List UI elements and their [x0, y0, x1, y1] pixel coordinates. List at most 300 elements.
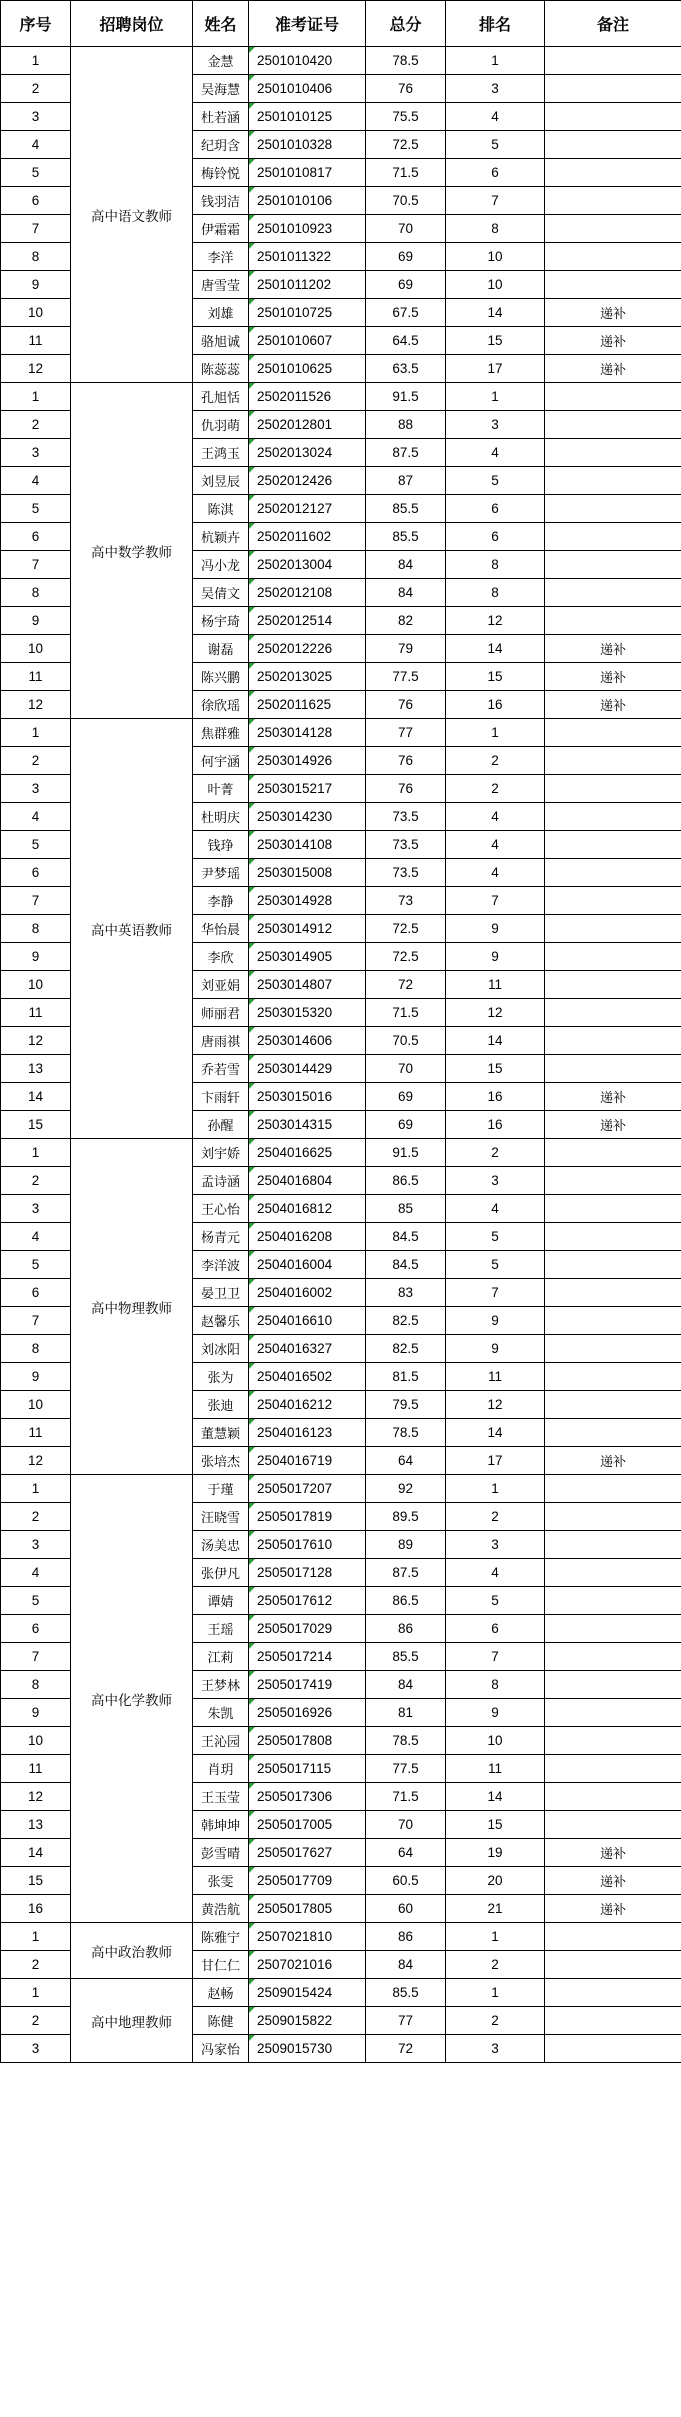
- total-score: 87.5: [366, 439, 446, 467]
- rank: 9: [446, 1699, 545, 1727]
- total-score: 79: [366, 635, 446, 663]
- total-score: 84: [366, 1671, 446, 1699]
- exam-id: 2505017029: [249, 1615, 366, 1643]
- rank: 2: [446, 1951, 545, 1979]
- row-index: 2: [1, 2007, 71, 2035]
- total-score: 78.5: [366, 1727, 446, 1755]
- row-index: 2: [1, 1167, 71, 1195]
- rank: 15: [446, 663, 545, 691]
- rank: 7: [446, 887, 545, 915]
- candidate-name: 张雯: [193, 1867, 249, 1895]
- rank: 6: [446, 523, 545, 551]
- rank: 17: [446, 355, 545, 383]
- remark: [545, 859, 681, 887]
- remark: [545, 2035, 681, 2063]
- row-index: 4: [1, 467, 71, 495]
- total-score: 85.5: [366, 1643, 446, 1671]
- remark: [545, 887, 681, 915]
- row-index: 5: [1, 1587, 71, 1615]
- row-index: 7: [1, 887, 71, 915]
- total-score: 76: [366, 75, 446, 103]
- total-score: 77.5: [366, 1755, 446, 1783]
- exam-id: 2504016123: [249, 1419, 366, 1447]
- remark: [545, 75, 681, 103]
- rank: 3: [446, 411, 545, 439]
- exam-id: 2504016804: [249, 1167, 366, 1195]
- candidate-name: 董慧颖: [193, 1419, 249, 1447]
- candidate-name: 骆旭诚: [193, 327, 249, 355]
- remark: [545, 1279, 681, 1307]
- candidate-name: 刘亚娟: [193, 971, 249, 999]
- candidate-name: 焦群雅: [193, 719, 249, 747]
- candidate-name: 韩坤坤: [193, 1811, 249, 1839]
- exam-id: 2503014128: [249, 719, 366, 747]
- exam-id: 2501011322: [249, 243, 366, 271]
- exam-id: 2502011602: [249, 523, 366, 551]
- exam-id: 2503014108: [249, 831, 366, 859]
- exam-id: 2504016004: [249, 1251, 366, 1279]
- candidate-name: 王瑶: [193, 1615, 249, 1643]
- total-score: 70.5: [366, 1027, 446, 1055]
- rank: 6: [446, 495, 545, 523]
- row-index: 8: [1, 243, 71, 271]
- candidate-name: 赵馨乐: [193, 1307, 249, 1335]
- total-score: 87: [366, 467, 446, 495]
- total-score: 77.5: [366, 663, 446, 691]
- exam-id: 2507021016: [249, 1951, 366, 1979]
- remark: [545, 1727, 681, 1755]
- total-score: 70: [366, 1811, 446, 1839]
- remark: [545, 1503, 681, 1531]
- row-index: 7: [1, 215, 71, 243]
- total-score: 73.5: [366, 859, 446, 887]
- rank: 3: [446, 1167, 545, 1195]
- remark: [545, 551, 681, 579]
- exam-id: 2503014429: [249, 1055, 366, 1083]
- exam-id: 2503014912: [249, 915, 366, 943]
- rank: 11: [446, 1363, 545, 1391]
- candidate-name: 陈健: [193, 2007, 249, 2035]
- header-name: 姓名: [193, 1, 249, 47]
- candidate-name: 晏卫卫: [193, 1279, 249, 1307]
- remark: [545, 1223, 681, 1251]
- position-cell: 高中语文教师: [71, 47, 193, 383]
- candidate-name: 杜明庆: [193, 803, 249, 831]
- row-index: 8: [1, 915, 71, 943]
- remark: [545, 495, 681, 523]
- row-index: 9: [1, 1363, 71, 1391]
- row-index: 7: [1, 551, 71, 579]
- rank: 5: [446, 467, 545, 495]
- exam-id: 2505017128: [249, 1559, 366, 1587]
- total-score: 91.5: [366, 383, 446, 411]
- rank: 19: [446, 1839, 545, 1867]
- candidate-name: 黄浩航: [193, 1895, 249, 1923]
- rank: 12: [446, 1391, 545, 1419]
- total-score: 85.5: [366, 495, 446, 523]
- rank: 4: [446, 831, 545, 859]
- remark: 递补: [545, 635, 681, 663]
- table-body: [1, 47, 681, 2063]
- candidate-name: 汤美忠: [193, 1531, 249, 1559]
- candidate-name: 冯家怡: [193, 2035, 249, 2063]
- row-index: 6: [1, 1279, 71, 1307]
- remark: [545, 1027, 681, 1055]
- remark: [545, 1615, 681, 1643]
- total-score: 72.5: [366, 915, 446, 943]
- row-index: 3: [1, 775, 71, 803]
- exam-id: 2502012108: [249, 579, 366, 607]
- header-rank: 排名: [446, 1, 545, 47]
- total-score: 78.5: [366, 1419, 446, 1447]
- remark: [545, 1811, 681, 1839]
- remark: [545, 47, 681, 75]
- total-score: 60: [366, 1895, 446, 1923]
- remark: [545, 243, 681, 271]
- row-index: 3: [1, 1531, 71, 1559]
- exam-id: 2505017306: [249, 1783, 366, 1811]
- rank: 1: [446, 1923, 545, 1951]
- rank: 1: [446, 47, 545, 75]
- remark: [545, 1923, 681, 1951]
- rank: 10: [446, 1727, 545, 1755]
- total-score: 73: [366, 887, 446, 915]
- remark: 递补: [545, 299, 681, 327]
- row-index: 3: [1, 1195, 71, 1223]
- rank: 6: [446, 1615, 545, 1643]
- row-index: 4: [1, 803, 71, 831]
- exam-id: 2501010125: [249, 103, 366, 131]
- exam-id: 2501010406: [249, 75, 366, 103]
- total-score: 67.5: [366, 299, 446, 327]
- remark: 递补: [545, 1083, 681, 1111]
- row-index: 5: [1, 159, 71, 187]
- exam-id: 2502011625: [249, 691, 366, 719]
- row-index: 12: [1, 1027, 71, 1055]
- remark: 递补: [545, 691, 681, 719]
- row-index: 9: [1, 271, 71, 299]
- candidate-name: 纪玥含: [193, 131, 249, 159]
- remark: 递补: [545, 355, 681, 383]
- row-index: 10: [1, 1391, 71, 1419]
- remark: [545, 1363, 681, 1391]
- row-index: 6: [1, 1615, 71, 1643]
- exam-id: 2503015217: [249, 775, 366, 803]
- row-index: 11: [1, 999, 71, 1027]
- total-score: 84: [366, 551, 446, 579]
- remark: [545, 383, 681, 411]
- total-score: 69: [366, 243, 446, 271]
- remark: [545, 1699, 681, 1727]
- candidate-name: 陈兴鹏: [193, 663, 249, 691]
- rank: 2: [446, 747, 545, 775]
- candidate-name: 师丽君: [193, 999, 249, 1027]
- total-score: 71.5: [366, 1783, 446, 1811]
- candidate-name: 张培杰: [193, 1447, 249, 1475]
- exam-id: 2502013024: [249, 439, 366, 467]
- exam-id: 2503014606: [249, 1027, 366, 1055]
- total-score: 89.5: [366, 1503, 446, 1531]
- remark: [545, 1979, 681, 2007]
- candidate-name: 朱凯: [193, 1699, 249, 1727]
- rank: 15: [446, 1055, 545, 1083]
- candidate-name: 江莉: [193, 1643, 249, 1671]
- exam-id: 2503014807: [249, 971, 366, 999]
- rank: 7: [446, 1279, 545, 1307]
- total-score: 83: [366, 1279, 446, 1307]
- rank: 1: [446, 1979, 545, 2007]
- total-score: 82.5: [366, 1335, 446, 1363]
- remark: 递补: [545, 1447, 681, 1475]
- exam-id: 2504016502: [249, 1363, 366, 1391]
- header-exam-id: 准考证号: [249, 1, 366, 47]
- candidate-name: 李洋波: [193, 1251, 249, 1279]
- exam-id: 2507021810: [249, 1923, 366, 1951]
- exam-id: 2504016002: [249, 1279, 366, 1307]
- rank: 14: [446, 635, 545, 663]
- row-index: 7: [1, 1307, 71, 1335]
- row-index: 15: [1, 1867, 71, 1895]
- row-index: 16: [1, 1895, 71, 1923]
- exam-id: 2505017805: [249, 1895, 366, 1923]
- rank: 2: [446, 775, 545, 803]
- table-row: [1, 1139, 681, 1167]
- rank: 14: [446, 1027, 545, 1055]
- row-index: 8: [1, 579, 71, 607]
- candidate-name: 赵畅: [193, 1979, 249, 2007]
- row-index: 4: [1, 1223, 71, 1251]
- total-score: 85: [366, 1195, 446, 1223]
- candidate-name: 陈淇: [193, 495, 249, 523]
- row-index: 12: [1, 691, 71, 719]
- candidate-name: 甘仁仁: [193, 1951, 249, 1979]
- candidate-name: 刘雄: [193, 299, 249, 327]
- rank: 17: [446, 1447, 545, 1475]
- candidate-name: 孙醒: [193, 1111, 249, 1139]
- remark: [545, 1391, 681, 1419]
- candidate-name: 金慧: [193, 47, 249, 75]
- candidate-name: 钱羽洁: [193, 187, 249, 215]
- candidate-name: 何宇涵: [193, 747, 249, 775]
- exam-id: 2503014905: [249, 943, 366, 971]
- candidate-name: 伊霜霜: [193, 215, 249, 243]
- remark: 递补: [545, 1867, 681, 1895]
- candidate-name: 谢磊: [193, 635, 249, 663]
- candidate-name: 吴倩文: [193, 579, 249, 607]
- rank: 2: [446, 1503, 545, 1531]
- remark: [545, 1587, 681, 1615]
- row-index: 8: [1, 1335, 71, 1363]
- candidate-name: 唐雪莹: [193, 271, 249, 299]
- remark: [545, 719, 681, 747]
- remark: [545, 607, 681, 635]
- rank: 5: [446, 1587, 545, 1615]
- total-score: 85.5: [366, 1979, 446, 2007]
- rank: 15: [446, 327, 545, 355]
- exam-id: 2505017419: [249, 1671, 366, 1699]
- exam-id: 2502012514: [249, 607, 366, 635]
- total-score: 76: [366, 747, 446, 775]
- total-score: 64: [366, 1839, 446, 1867]
- rank: 8: [446, 551, 545, 579]
- rank: 16: [446, 1111, 545, 1139]
- exam-id: 2505017005: [249, 1811, 366, 1839]
- row-index: 11: [1, 1419, 71, 1447]
- exam-id: 2501010607: [249, 327, 366, 355]
- remark: 递补: [545, 1111, 681, 1139]
- rank: 12: [446, 999, 545, 1027]
- candidate-name: 华怡晨: [193, 915, 249, 943]
- total-score: 72.5: [366, 943, 446, 971]
- candidate-name: 钱琤: [193, 831, 249, 859]
- exam-id: 2505017115: [249, 1755, 366, 1783]
- exam-id: 2504016625: [249, 1139, 366, 1167]
- remark: [545, 1755, 681, 1783]
- total-score: 81: [366, 1699, 446, 1727]
- rank: 14: [446, 1419, 545, 1447]
- exam-id: 2509015424: [249, 1979, 366, 2007]
- candidate-name: 谭婧: [193, 1587, 249, 1615]
- total-score: 76: [366, 775, 446, 803]
- row-index: 11: [1, 1755, 71, 1783]
- row-index: 14: [1, 1083, 71, 1111]
- exam-id: 2502012226: [249, 635, 366, 663]
- rank: 14: [446, 299, 545, 327]
- remark: [545, 1951, 681, 1979]
- candidate-name: 梅铃悦: [193, 159, 249, 187]
- row-index: 3: [1, 2035, 71, 2063]
- row-index: 6: [1, 187, 71, 215]
- total-score: 91.5: [366, 1139, 446, 1167]
- total-score: 70.5: [366, 187, 446, 215]
- row-index: 10: [1, 1727, 71, 1755]
- position-cell: 高中数学教师: [71, 383, 193, 719]
- total-score: 63.5: [366, 355, 446, 383]
- row-index: 9: [1, 1699, 71, 1727]
- table-row: [1, 47, 681, 75]
- row-index: 5: [1, 1251, 71, 1279]
- row-index: 3: [1, 439, 71, 467]
- remark: [545, 411, 681, 439]
- candidate-name: 陈雅宁: [193, 1923, 249, 1951]
- rank: 4: [446, 439, 545, 467]
- total-score: 77: [366, 719, 446, 747]
- rank: 3: [446, 2035, 545, 2063]
- remark: 递补: [545, 327, 681, 355]
- rank: 8: [446, 579, 545, 607]
- header-position: 招聘岗位: [71, 1, 193, 47]
- exam-id: 2505017612: [249, 1587, 366, 1615]
- rank: 9: [446, 943, 545, 971]
- exam-id: 2504016812: [249, 1195, 366, 1223]
- row-index: 13: [1, 1811, 71, 1839]
- candidate-name: 王梦林: [193, 1671, 249, 1699]
- remark: [545, 103, 681, 131]
- exam-id: 2505017627: [249, 1839, 366, 1867]
- remark: [545, 1167, 681, 1195]
- exam-id: 2504016212: [249, 1391, 366, 1419]
- candidate-name: 王玉莹: [193, 1783, 249, 1811]
- rank: 10: [446, 243, 545, 271]
- total-score: 81.5: [366, 1363, 446, 1391]
- row-index: 2: [1, 747, 71, 775]
- exam-id: 2502011526: [249, 383, 366, 411]
- rank: 5: [446, 1251, 545, 1279]
- exam-id: 2509015730: [249, 2035, 366, 2063]
- total-score: 84: [366, 579, 446, 607]
- total-score: 72.5: [366, 131, 446, 159]
- row-index: 5: [1, 831, 71, 859]
- remark: [545, 1335, 681, 1363]
- exam-id: 2503014230: [249, 803, 366, 831]
- total-score: 73.5: [366, 831, 446, 859]
- candidate-name: 王沁园: [193, 1727, 249, 1755]
- rank: 3: [446, 75, 545, 103]
- remark: [545, 775, 681, 803]
- candidate-name: 于瑾: [193, 1475, 249, 1503]
- candidate-name: 冯小龙: [193, 551, 249, 579]
- candidate-name: 杜若涵: [193, 103, 249, 131]
- rank: 15: [446, 1811, 545, 1839]
- total-score: 86.5: [366, 1167, 446, 1195]
- total-score: 92: [366, 1475, 446, 1503]
- rank: 4: [446, 803, 545, 831]
- rank: 4: [446, 1559, 545, 1587]
- remark: 递补: [545, 663, 681, 691]
- total-score: 77: [366, 2007, 446, 2035]
- rank: 8: [446, 215, 545, 243]
- remark: 递补: [545, 1839, 681, 1867]
- row-index: 7: [1, 1643, 71, 1671]
- exam-id: 2504016719: [249, 1447, 366, 1475]
- position-cell: 高中物理教师: [71, 1139, 193, 1475]
- total-score: 84.5: [366, 1251, 446, 1279]
- rank: 11: [446, 1755, 545, 1783]
- total-score: 76: [366, 691, 446, 719]
- row-index: 2: [1, 1951, 71, 1979]
- total-score: 86: [366, 1615, 446, 1643]
- row-index: 13: [1, 1055, 71, 1083]
- candidate-name: 孔旭恬: [193, 383, 249, 411]
- rank: 8: [446, 1671, 545, 1699]
- candidate-name: 尹梦瑶: [193, 859, 249, 887]
- remark: [545, 1531, 681, 1559]
- exam-id: 2501011202: [249, 271, 366, 299]
- remark: [545, 915, 681, 943]
- row-index: 1: [1, 1139, 71, 1167]
- exam-id: 2505017214: [249, 1643, 366, 1671]
- total-score: 70: [366, 1055, 446, 1083]
- remark: [545, 1783, 681, 1811]
- rank: 1: [446, 1475, 545, 1503]
- row-index: 6: [1, 859, 71, 887]
- remark: [545, 271, 681, 299]
- row-index: 6: [1, 523, 71, 551]
- row-index: 2: [1, 75, 71, 103]
- row-index: 10: [1, 635, 71, 663]
- exam-id: 2505016926: [249, 1699, 366, 1727]
- remark: [545, 467, 681, 495]
- total-score: 82.5: [366, 1307, 446, 1335]
- exam-id: 2502012127: [249, 495, 366, 523]
- row-index: 4: [1, 1559, 71, 1587]
- row-index: 11: [1, 663, 71, 691]
- exam-id: 2501010725: [249, 299, 366, 327]
- rank: 21: [446, 1895, 545, 1923]
- row-index: 8: [1, 1671, 71, 1699]
- total-score: 71.5: [366, 159, 446, 187]
- exam-id: 2503015016: [249, 1083, 366, 1111]
